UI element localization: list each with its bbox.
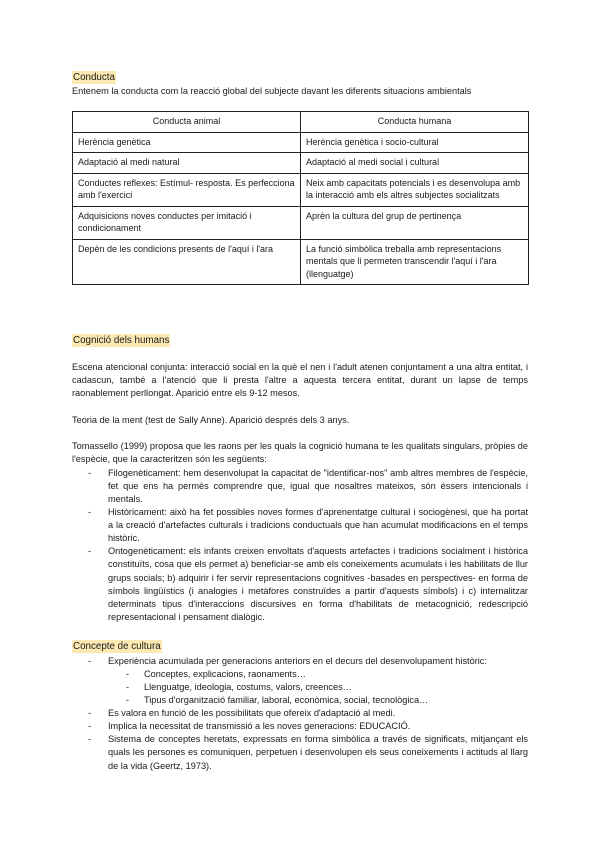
list-item: - Implica la necessitat de transmissió a les noves generacions: EDUCACIÓ. [72,720,528,733]
experiencia-text: Experiència acumulada per generacions anteriors en el decurs del desenvolupament històric: [108,656,487,666]
cognicio-heading: Cognició dels humans [73,335,170,346]
table-cell: Adquisicions noves conductes per imitació i condicionament [73,206,301,239]
list-item: - Ontogenèticament: els infants creixen envoltats d'aquests artefactes i tradicions socialment i històrica constituïts, cosa que els permet a) beneficiar-se amb els coneixements acumulats i les habilitats de llur grups socials; b) adquirir i fer servir representacions cognitives -basades en perspectives- en forma de símbols lingüístics (i analogies i metàfores construïdes a partir d'aquests símbols) i c) internalitzar determinats tipus d'interaccions discursives en forma d'habilitats de metacognició, redescripció representacional i pensament dialògic. [72,545,528,623]
table-row [73,173,529,206]
tomasello-paragraph: Tomassello (1999) proposa que les raons per les quals la cognició humana te les qualitats singulars, pròpies de l'espècie, que la caracteritzen són les següents: [72,441,528,465]
table-row [73,132,529,153]
table-cell: Adaptació al medi social i cultural [301,153,529,174]
conducta-heading: Conducta [73,72,115,83]
conducta-comparison-table [72,111,529,285]
table-cell: Conductes reflexes: Estímul- resposta. Es perfecciona amb l'exercici [73,173,301,206]
table-cell: Adaptació al medi natural [73,153,301,174]
header-conducta-humana: Conducta humana [301,112,529,133]
sublist-item: - Conceptes, explicacions, raonaments… [108,668,528,681]
table-cell: Depèn de les condicions presents de l'aquí i l'ara [73,239,301,285]
table-header-row [73,112,529,133]
table-row [73,206,529,239]
list-item: - Sistema de conceptes heretats, expressats en forma simbòlica a través de significats, mitjançant els quals les persones es comuniquen, perpetuen i desenvolupen els seus coneixements i actituds al llarg de la vida (Geertz, 1973). [72,733,528,772]
cultura-sublist [108,668,528,707]
sublist-item: - Llenguatge, ideologia, costums, valors, creences… [108,681,528,694]
list-item [72,655,528,707]
table-cell: Herència genètica i socio-cultural [301,132,529,153]
escena-atencional-paragraph: Escena atencional conjunta: interacció social en la què el nen i l'adult atenen conjuntament a una altra entitat, i cadascun, també a l'atenció que li presta l'altre a aquesta tercera entitat, durant un lapse de temps raonablement perllongat. Aparició entre els 9-12 mesos. [72,362,528,399]
list-item: - Filogenèticament: hem desenvolupat la capacitat de "identificar-nos" amb altres membres de l'espècie, fet que ens ha permès comprendre que, igual que nosaltres mateixos, són éssers intencionals i mentals. [72,467,528,506]
cultura-list [72,655,528,773]
table-cell: Neix amb capacitats potencials i es desenvolupa amb la interacció amb els altres subjectes socialitzats [301,173,529,206]
sublist-item: - Tipus d'organització familiar, laboral, econòmica, social, tecnològica… [108,694,528,707]
table-row [73,239,529,285]
table-cell: Herència genètica [73,132,301,153]
list-item: - Històricament: això ha fet possibles noves formes d'aprenentatge cultural i sociogènesi, que ha portat a la creació d'artefactes culturals i tradicions conductuals que han acumulat modificacions en el temps històric. [72,506,528,545]
tomasello-list [72,467,528,624]
conducta-intro: Entenem la conducta com la reacció global del subjecte davant les diferents situacions ambientals [72,86,472,96]
list-item: - Es valora en funció de les possibilitats que ofereix d'adaptació al medi. [72,707,528,720]
table-cell: La funció simbòlica treballa amb representacions mentals que li permeten transcendir l'aquí i l'ara (llenguatge) [301,239,529,285]
header-conducta-animal: Conducta animal [73,112,301,133]
teoria-ment-paragraph: Teoria de la ment (test de Sally Anne). Aparició després dels 3 anys. [72,415,350,425]
table-row [73,153,529,174]
table-cell: Aprèn la cultura del grup de pertinença [301,206,529,239]
cultura-heading: Concepte de cultura [73,641,161,652]
